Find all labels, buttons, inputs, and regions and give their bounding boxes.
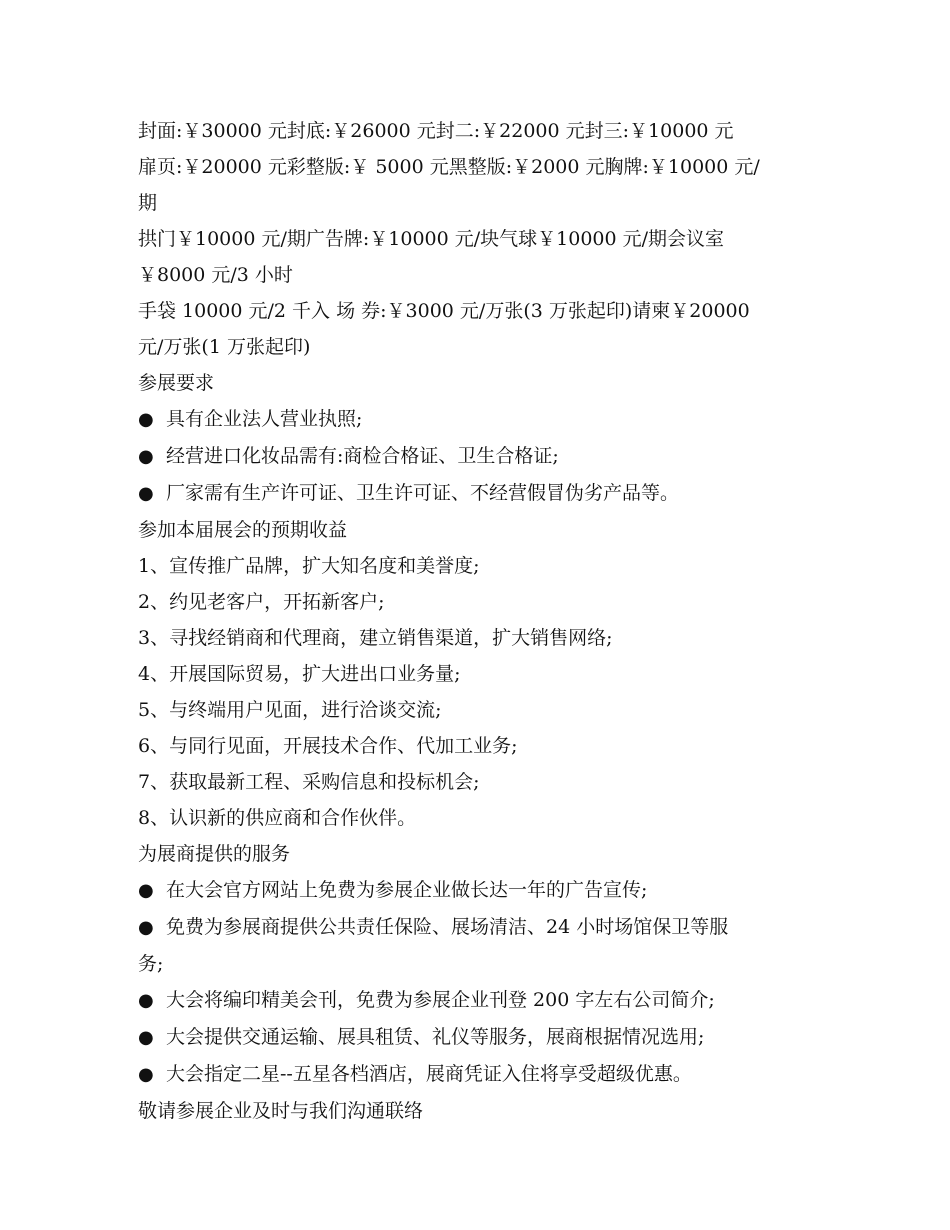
benefit-item: 2、约见老客户，开拓新客户;: [138, 591, 385, 613]
pricing-line-4-cont: 元/万张(1 万张起印): [138, 336, 311, 358]
service-item: [138, 1019, 814, 1056]
requirement-text: 具有企业法人营业执照;: [166, 408, 363, 430]
bullet-icon: ●: [138, 880, 154, 901]
bullet-icon: ●: [138, 409, 154, 430]
benefit-item: 5、与终端用户见面，进行洽谈交流;: [138, 699, 442, 721]
benefit-item: 4、开展国际贸易，扩大进出口业务量;: [138, 663, 461, 685]
benefit-item: 8、认识新的供应商和合作伙伴。: [138, 807, 417, 829]
document-body: [138, 113, 814, 1129]
service-text: 免费为参展商提供公共责任保险、展场清洁、24 小时场馆保卫等服: [166, 916, 729, 938]
bullet-icon: ●: [138, 990, 154, 1011]
benefit-item: 3、寻找经销商和代理商，建立销售渠道，扩大销售网络;: [138, 627, 613, 649]
requirement-text: 经营进口化妆品需有:商检合格证、卫生合格证;: [166, 445, 559, 467]
service-item-cont: 务;: [138, 953, 164, 975]
service-item: [138, 1056, 814, 1093]
service-text: 大会指定二星--五星各档酒店，展商凭证入住将享受超级优惠。: [166, 1063, 692, 1085]
pricing-line-2: 扉页:￥20000 元彩整版:￥ 5000 元黑整版:￥2000 元胸牌:￥10000 元/: [138, 156, 760, 178]
requirement-item: [138, 475, 814, 512]
bullet-icon: ●: [138, 1064, 154, 1085]
requirement-text: 厂家需有生产许可证、卫生许可证、不经营假冒伪劣产品等。: [166, 482, 680, 504]
benefits-heading: 参加本届展会的预期收益: [138, 519, 348, 541]
requirements-heading: 参展要求: [138, 372, 215, 394]
bullet-icon: ●: [138, 1027, 154, 1048]
bullet-icon: ●: [138, 483, 154, 504]
services-heading: 为展商提供的服务: [138, 843, 291, 865]
bullet-icon: ●: [138, 446, 154, 467]
benefit-item: 6、与同行见面，开展技术合作、代加工业务;: [138, 735, 518, 757]
benefit-item: 7、获取最新工程、采购信息和投标机会;: [138, 771, 480, 793]
service-text: 大会将编印精美会刊，免费为参展企业刊登 200 字左右公司简介;: [166, 989, 715, 1011]
pricing-line-3-cont: ￥8000 元/3 小时: [138, 264, 293, 286]
benefit-item: 1、宣传推广品牌，扩大知名度和美誉度;: [138, 555, 480, 577]
pricing-line-3: 拱门￥10000 元/期广告牌:￥10000 元/块气球￥10000 元/期会议室: [138, 228, 725, 250]
service-item: [138, 982, 814, 1019]
service-text: 在大会官方网站上免费为参展企业做长达一年的广告宣传;: [166, 879, 648, 901]
pricing-line-4: 手袋 10000 元/2 千入 场 券:￥3000 元/万张(3 万张起印)请柬￥20000: [138, 300, 750, 322]
bullet-icon: ●: [138, 917, 154, 938]
service-item: [138, 872, 814, 909]
closing-line: 敬请参展企业及时与我们沟通联络: [138, 1100, 424, 1122]
pricing-line-1: 封面:￥30000 元封底:￥26000 元封二:￥22000 元封三:￥10000 元: [138, 120, 734, 142]
requirement-item: [138, 401, 814, 438]
requirement-item: [138, 438, 814, 475]
service-text: 大会提供交通运输、展具租赁、礼仪等服务，展商根据情况选用;: [166, 1026, 705, 1048]
pricing-line-2-cont: 期: [138, 192, 158, 214]
service-item: [138, 909, 814, 946]
